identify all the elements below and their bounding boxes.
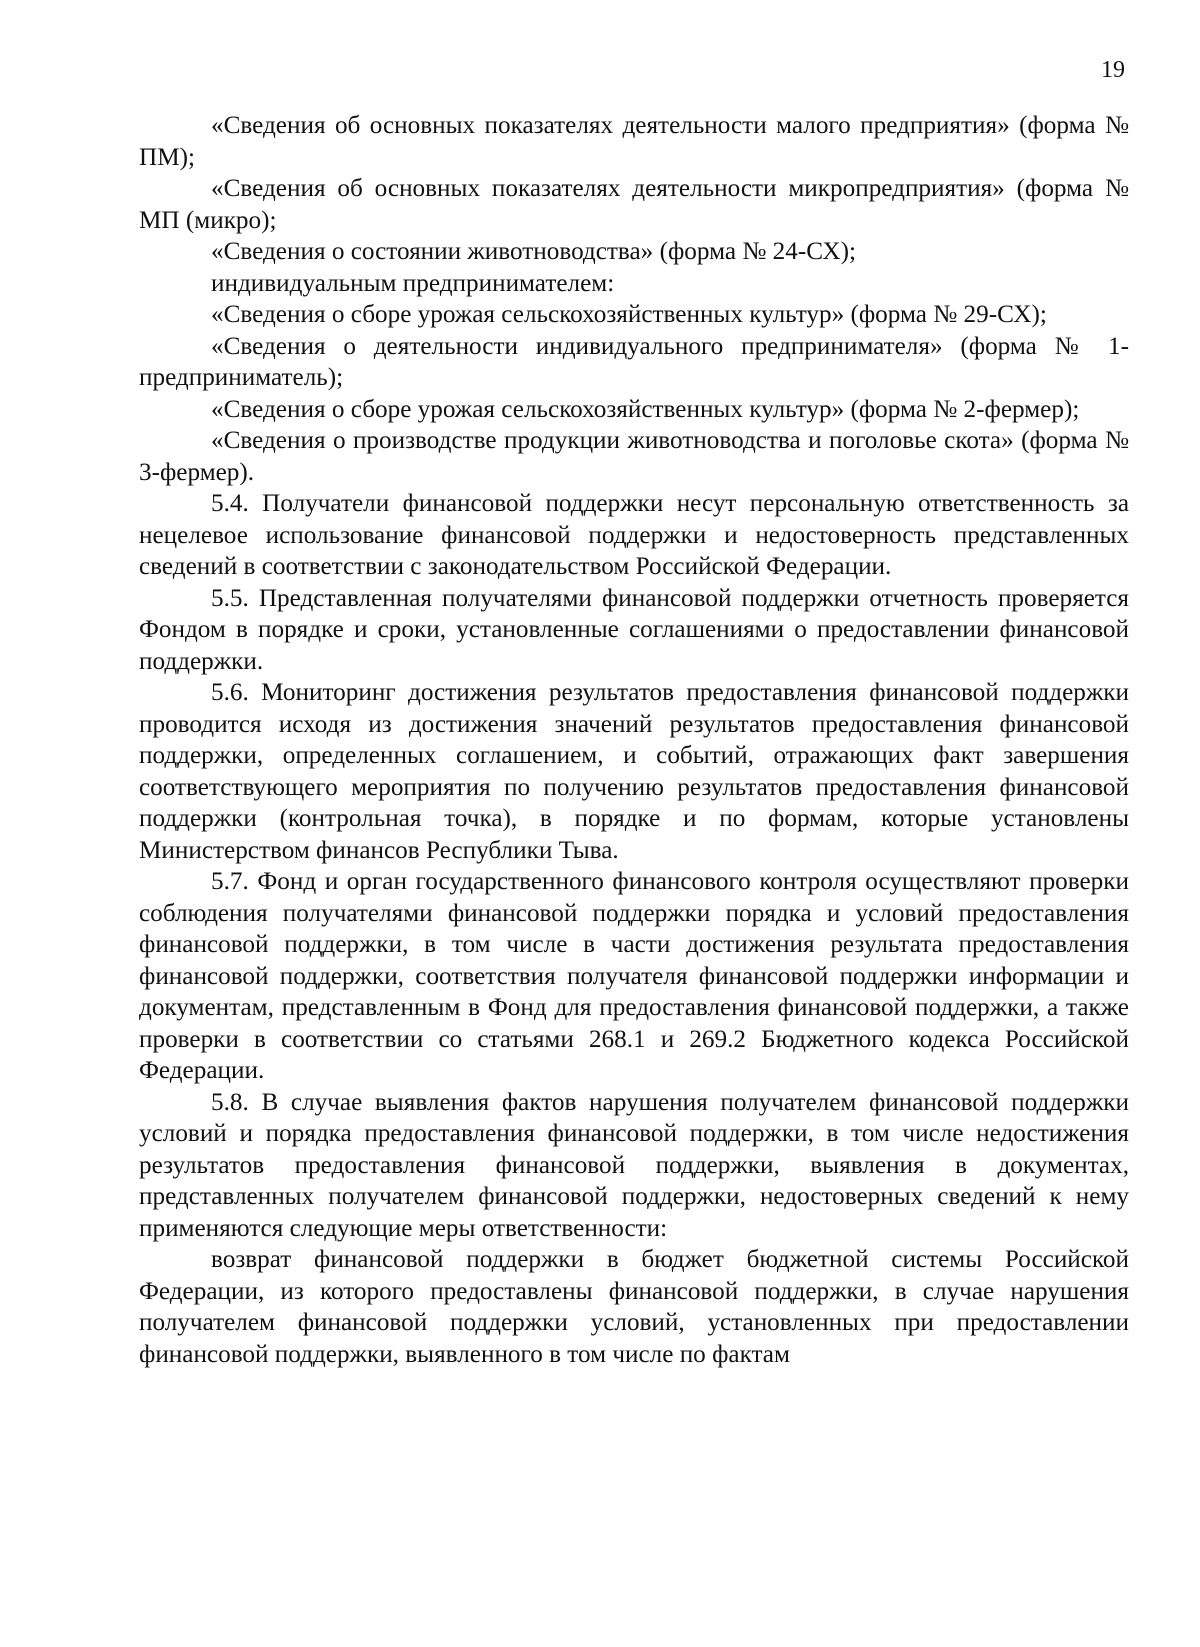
paragraph-5-4: 5.4. Получатели финансовой поддержки несут персональную ответственность за нецелевое использование финансовой поддержки и недостоверность представленных сведений в соответствии с законодательством Российской Федерации. bbox=[139, 490, 1129, 580]
page-number: 19 bbox=[1101, 57, 1125, 83]
paragraph-form-2-farmer: «Сведения о сборе урожая сельскохозяйственных культур» (форма № 2-фермер); bbox=[211, 395, 1080, 423]
document-body bbox=[139, 110, 1129, 1370]
paragraph-refund: возврат финансовой поддержки в бюджет бюджетной системы Российской Федерации, из которого предоставлены финансовой поддержки, в случае нарушения получателем финансовой поддержки условий, установленных при предоставлении финансовой поддержки, выявленного в том числе по фактам bbox=[139, 1246, 1129, 1368]
paragraph-form-mp: «Сведения об основных показателях деятельности микропредприятия» (форма № МП (микро); bbox=[139, 175, 1129, 234]
paragraph-form-pm: «Сведения об основных показателях деятельности малого предприятия» (форма № ПМ); bbox=[139, 112, 1129, 171]
paragraph-5-6: 5.6. Мониторинг достижения результатов предоставления финансовой поддержки проводится исходя из достижения значений результатов предоставления финансовой поддержки, определенных соглашением, и событий, отражающих факт завершения соответствующего мероприятия по получению результатов предоставления финансовой поддержки (контрольная точка), в порядке и по формам, которые установлены Министерством финансов Республики Тыва. bbox=[139, 679, 1129, 864]
paragraph-5-5: 5.5. Представленная получателями финансовой поддержки отчетность проверяется Фондом в порядке и сроки, установленные соглашениями о предоставлении финансовой поддержки. bbox=[139, 584, 1129, 675]
paragraph-5-8: 5.8. В случае выявления фактов нарушения получателем финансовой поддержки условий и порядка предоставления финансовой поддержки, в том числе недостижения результатов предоставления финансовой поддержки, выявления в документах, представленных получателем финансовой поддержки, недостоверных сведений к нему применяются следующие меры ответственности: bbox=[139, 1088, 1129, 1242]
paragraph-individual-entrepreneur: индивидуальным предпринимателем: bbox=[211, 269, 615, 297]
paragraph-form-24-sh: «Сведения о состоянии животноводства» (форма № 24-СХ); bbox=[211, 238, 856, 265]
paragraph-form-29-sh: «Сведения о сборе урожая сельскохозяйственных культур» (форма № 29-СХ); bbox=[211, 301, 1047, 328]
paragraph-form-1-entrepreneur: «Сведения о деятельности индивидуального предпринимателя» (форма № 1-предприниматель); bbox=[139, 332, 1129, 391]
paragraph-form-3-farmer: «Сведения о производстве продукции животноводства и поголовье скота» (форма № 3-фермер). bbox=[139, 427, 1129, 486]
paragraph-5-7: 5.7. Фонд и орган государственного финансового контроля осуществляют проверки соблюдения получателями финансовой поддержки порядка и условий предоставления финансовой поддержки, в том числе в части достижения результата предоставления финансовой поддержки, соответствия получателя финансовой поддержки информации и документам, представленным в Фонд для предоставления финансовой поддержки, а также проверки в соответствии со статьями 268.1 и 269.2 Бюджетного кодекса Российской Федерации. bbox=[139, 868, 1129, 1084]
